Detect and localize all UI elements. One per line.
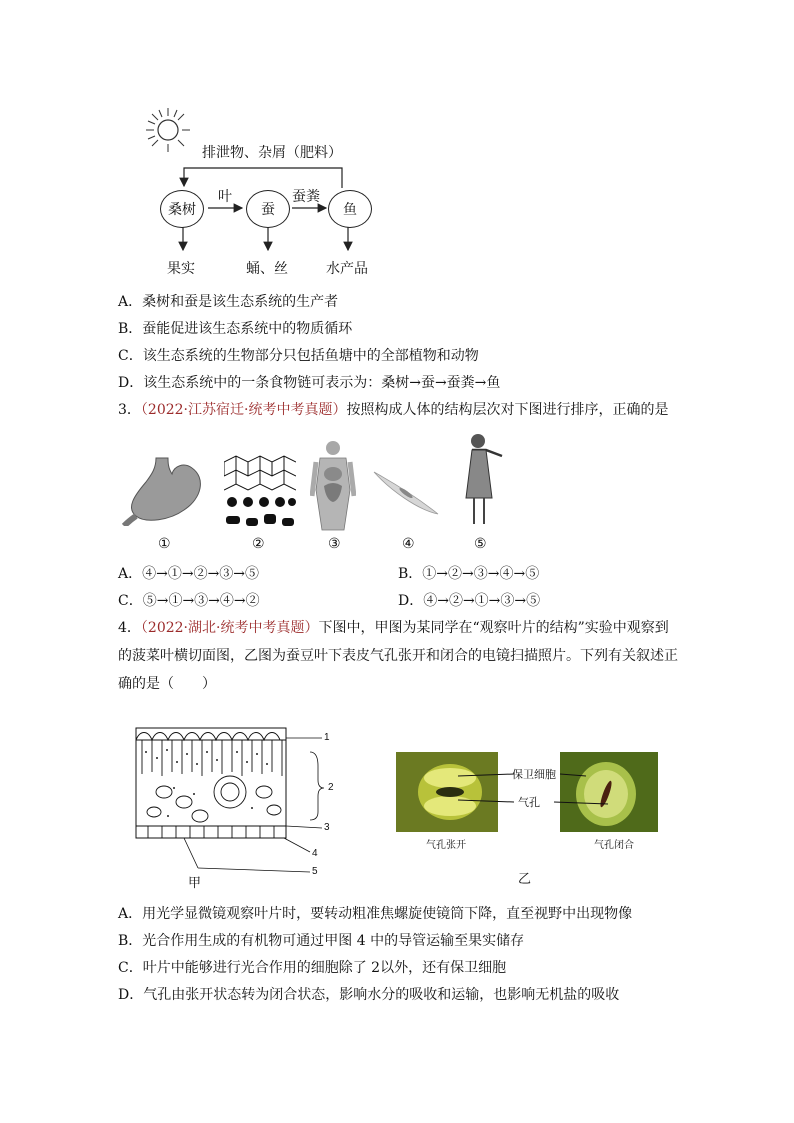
- smooth-muscle-cell-image: [372, 466, 440, 518]
- jia-label-5: 5: [312, 866, 318, 877]
- q3-figures: [118, 432, 518, 557]
- q4-number: 4．: [118, 620, 141, 636]
- q2-option-d: D．该生态系统中的一条食物链可表示为：桑树→蚕→蚕粪→鱼: [118, 375, 501, 391]
- label-1: ①: [158, 536, 171, 552]
- q3-text: 按照构成人体的结构层次对下图进行排序，正确的是: [346, 402, 669, 418]
- label-4: ④: [402, 536, 415, 552]
- q4-text: 下图中，甲图为某同学在“观察叶片的结构”实验中观察到的菠菜叶横切面图，乙图为蚕豆叶下表皮气孔张开和闭合的电镜扫描照片。下列有关叙述正确的是（ ）: [118, 620, 678, 692]
- label-2: ②: [252, 536, 265, 552]
- edge-label-feces: 蚕粪: [292, 189, 320, 205]
- yi-caption: 乙: [518, 872, 532, 887]
- stomach-image: [122, 454, 208, 526]
- q3-option-a: A．④→①→②→③→⑤: [118, 566, 260, 582]
- feedback-label: 排泄物、杂屑（肥料）: [202, 145, 342, 161]
- leaf-cross-section-image: [134, 722, 348, 888]
- guard-cell-label: 保卫细胞: [512, 769, 556, 781]
- node-silkworm: 蚕: [246, 190, 290, 228]
- q4-option-a: A．用光学显微镜观察叶片时，要转动粗准焦螺旋使镜筒下降，直至视野中出现物像: [118, 906, 633, 922]
- node-fish: 鱼: [328, 190, 372, 228]
- q4-option-d: D．气孔由张开状态转为闭合状态，影响水分的吸收和运输，也影响无机盐的吸收: [118, 987, 620, 1003]
- edge-label-leaf: 叶: [218, 189, 232, 205]
- q4-source: （2022·湖北·统考中考真题）: [140, 620, 319, 636]
- ecosystem-diagram: [130, 100, 430, 285]
- stoma-open-caption: 气孔张开: [426, 840, 466, 851]
- q2-option-c: C．该生态系统的生物部分只包括鱼塘中的全部植物和动物: [118, 348, 479, 364]
- output-aquatic: 水产品: [326, 261, 368, 277]
- woman-figure-image: [462, 432, 506, 528]
- q3-number: 3．: [118, 402, 141, 418]
- label-3: ③: [328, 536, 341, 552]
- output-fruit: 果实: [167, 261, 195, 277]
- jia-label-4: 4: [312, 848, 318, 859]
- q2-option-b: B．蚕能促进该生态系统中的物质循环: [118, 321, 353, 337]
- node-mulberry: 桑树: [160, 190, 204, 228]
- leaf-cross-section-figure: [134, 722, 348, 891]
- q4-stem: [118, 614, 678, 698]
- stoma-label: 气孔: [518, 797, 540, 809]
- epithelial-tissue-image: [224, 452, 296, 532]
- jia-label-1: 1: [324, 732, 330, 743]
- q3-option-c: C．⑤→①→③→④→②: [118, 593, 260, 609]
- jia-label-3: 3: [324, 822, 330, 833]
- jia-caption: 甲: [188, 876, 202, 891]
- label-5: ⑤: [474, 536, 487, 552]
- q4-option-b: B．光合作用生成的有机物可通过甲图 4 中的导管运输至果实储存: [118, 933, 525, 949]
- q3-option-d: D．④→②→①→③→⑤: [398, 593, 541, 609]
- jia-label-2: 2: [328, 782, 334, 793]
- q3-stem: [118, 400, 668, 420]
- output-silk: 蛹、丝: [246, 261, 288, 277]
- q2-option-a: A．桑树和蚕是该生态系统的生产者: [118, 294, 339, 310]
- q3-source: （2022·江苏宿迁·统考中考真题）: [140, 402, 347, 418]
- q3-option-b: B．①→②→③→④→⑤: [398, 566, 540, 582]
- stoma-closed-caption: 气孔闭合: [594, 840, 634, 851]
- q4-option-c: C．叶片中能够进行光合作用的细胞除了 2以外，还有保卫细胞: [118, 960, 507, 976]
- stomata-figure: [396, 750, 662, 886]
- human-body-systems-image: [310, 440, 356, 532]
